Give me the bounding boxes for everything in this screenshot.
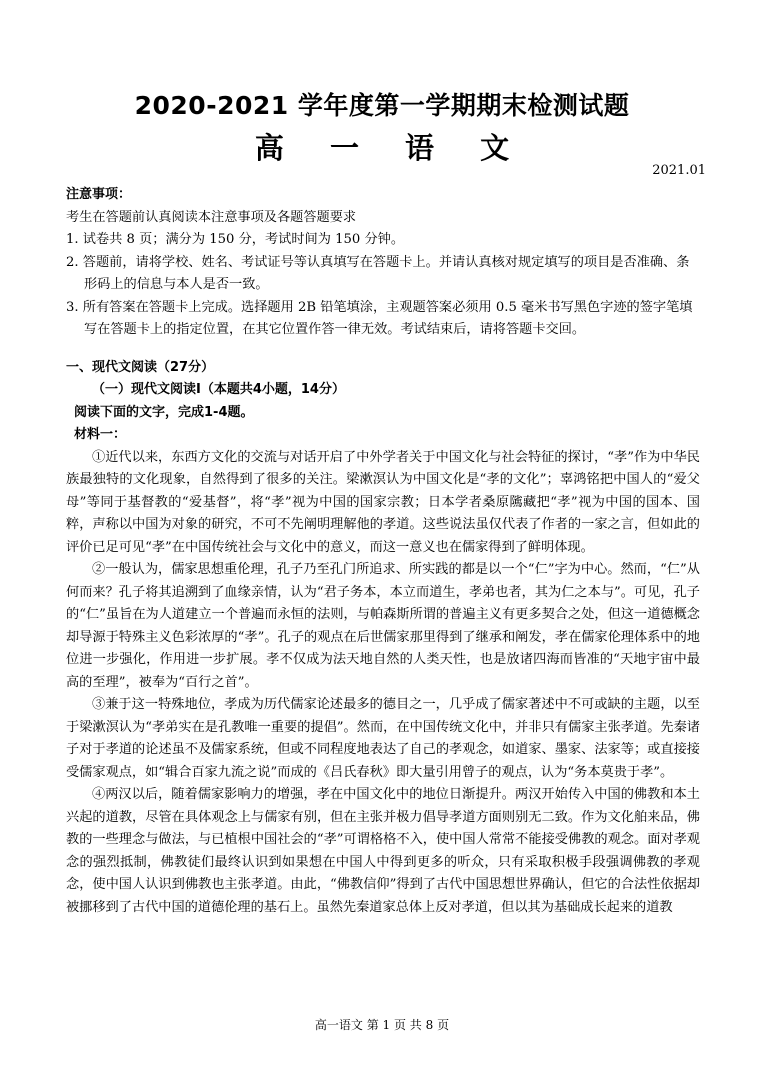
- exam-title: 2020-2021 学年度第一学期期末检测试题: [134, 91, 630, 120]
- passage-paragraph-3: ③兼于这一特殊地位，孝成为历代儒家论述最多的德目之一，几乎成了儒家著述中不可或缺的主题，以至于梁漱溟认为“孝弟实在是孔教唯一重要的提倡”。然而，在中国传统文化中，并非只有儒家主张孝道。先秦诸子对于孝道的论述虽不及儒家系统，但或不同程度地表达了自己的孝观念，如道家、墨家、法家等；或直接接受儒家观点，如“辑合百家九流之说”而成的《吕氏春秋》即大量引用曾子的观点，认为“务本莫贵于孝”。: [66, 697, 700, 780]
- section-heading: 一、现代文阅读（27分）: [66, 359, 215, 375]
- subsection-heading: （一）现代文阅读Ⅰ（本题共4小题，14分）: [92, 382, 345, 397]
- material-label: 材料一：: [74, 427, 127, 442]
- notice-list: [66, 229, 700, 342]
- reading-instruction: 阅读下面的文字，完成1-4题。: [74, 404, 254, 420]
- notice-item: 1. 试卷共 8 页；满分为 150 分，考试时间为 150 分钟。: [66, 232, 405, 247]
- notice-heading: 注意事项：: [66, 187, 132, 202]
- passage-paragraph-1: ①近代以来，东西方文化的交流与对话开启了中外学者关于中国文化与社会特征的探讨，“孝”作为中华民族最独特的文化现象，自然得到了很多的关注。梁漱溟认为中国文化是“孝的文化”；辜鸿铭把中国人的“爱父母”等同于基督教的“爱基督”，将“孝”视为中国的国家宗教；日本学者桑原隲藏把“孝”视为中国的国本、国粹，声称以中国为对象的研究，不可不先阐明理解他的孝道。这些说法虽仅代表了作者的一家之言，但如此的评价已足可见“孝”在中国传统社会与文化中的意义，而这一意义也在儒家得到了鲜明体现。: [66, 449, 700, 555]
- page-content: [66, 184, 700, 919]
- subject-title: 高 一 语 文: [254, 131, 528, 165]
- notice-item: 2. 答题前，请将学校、姓名、考试证号等认真填写在答题卡上。并请认真核对规定填写的项目是否准确、条形码上的信息与本人是否一致。: [66, 254, 690, 292]
- passage-paragraph-4: ④两汉以后，随着儒家影响力的增强，孝在中国文化中的地位日渐提升。两汉开始传入中国的佛教和本土兴起的道教，尽管在具体观念上与儒家有别，但在主张并极力倡导孝道方面则别无二致。作为文化舶来品，佛教的一些理念与做法，与已植根中国社会的“孝”可谓格格不入，使中国人常常不能接受佛教的观念。面对孝观念的强烈抵制，佛教徒们最终认识到如果想在中国人中得到更多的听众，只有采取积极手段强调佛教的孝观念，使中国人认识到佛教也主张孝道。由此，“佛教信仰”得到了古代中国思想世界确认，但它的合法性依据却被挪移到了古代中国的道德伦理的基石上。虽然先秦道家总体上反对孝道，但以其为基础成长起来的道教: [66, 787, 700, 915]
- notice-item: 3. 所有答案在答题卡上完成。选择题用 2B 铅笔填涂，主观题答案必须用 0.5 毫米书写黑色字迹的签字笔填写在答题卡上的指定位置，在其它位置作答一律无效。考试结束后，请将答题卡交回。: [66, 299, 693, 337]
- page-footer: 高一语文 第 1 页 共 8 页: [314, 1018, 450, 1032]
- exam-date: 2021.01: [652, 163, 706, 178]
- passage-paragraph-2: ②一般认为，儒家思想重伦理，孔子乃至孔门所追求、所实践的都是以一个“仁”字为中心。然而，“仁”从何而来？孔子将其追溯到了血缘亲情，认为“君子务本，本立而道生，孝弟也者，其为仁之本与”。可见，孔子的“仁”虽旨在为人道建立一个普遍而永恒的法则，与帕森斯所谓的普遍主义有更多契合之处，但这一道德概念却导源于特殊主义色彩浓厚的“孝”。孔子的观点在后世儒家那里得到了继承和阐发，孝在儒家伦理体系中的地位进一步强化，作用进一步扩展。孝不仅成为法天地自然的人类天性，也是放诸四海而皆准的“天地宇宙中最高的至理”，被奉为“百行之首”。: [66, 562, 700, 690]
- notice-intro: 考生在答题前认真阅读本注意事项及各题答题要求: [66, 209, 357, 225]
